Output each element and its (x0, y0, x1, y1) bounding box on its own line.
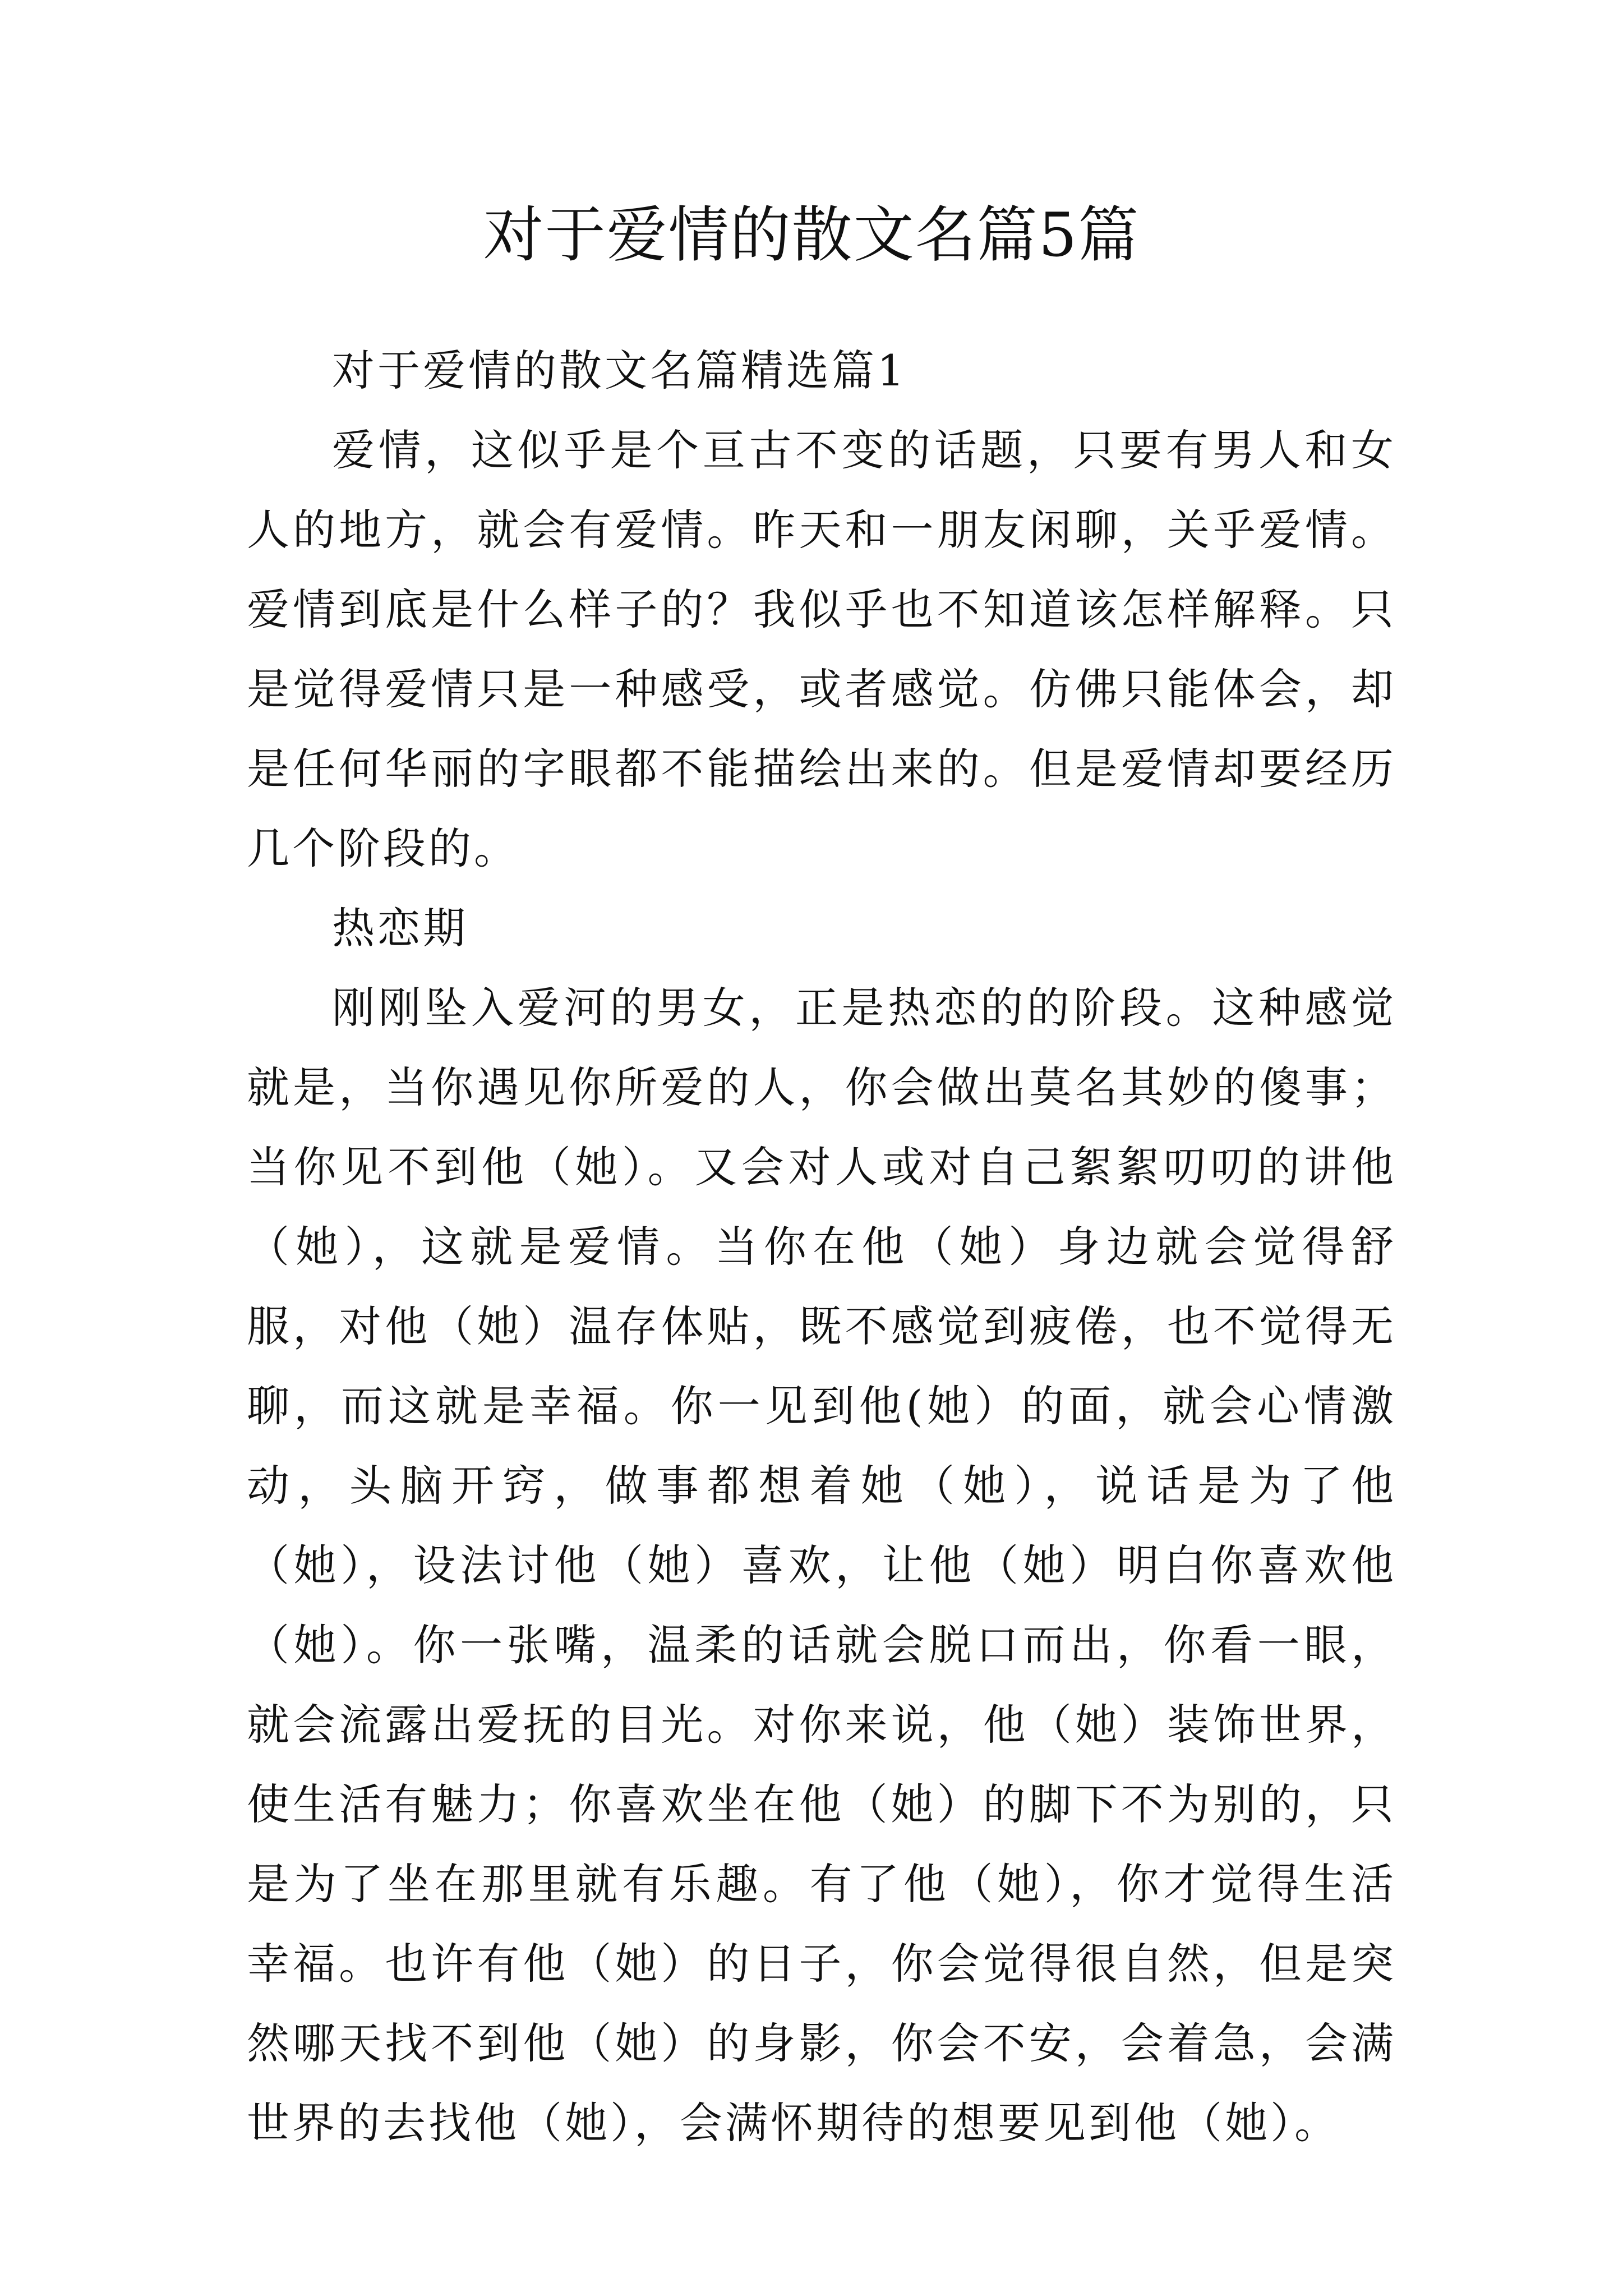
body-paragraph: 刚刚坠入爱河的男女，正是热恋的的阶段。这种感觉就是，当你遇见你所爱的人，你会做出莫名其妙的傻事；当你见不到他（她）。又会对人或对自己絮絮叨叨的讲他（她），这就是爱情。当你在他（她）身边就会觉得舒服，对他（她）温存体贴，既不感觉到疲倦，也不觉得无聊，而这就是幸福。你一见到他(她）的面，就会心情激动，头脑开窍，做事都想着她（她），说话是为了他（她），设法讨他（她）喜欢，让他（她）明白你喜欢他（她）。你一张嘴，温柔的话就会脱口而出，你看一眼，就会流露出爱抚的目光。对你来说，他（她）装饰世界，使生活有魅力；你喜欢坐在他（她）的脚下不为别的，只是为了坐在那里就有乐趣。有了他（她），你才觉得生活幸福。也许有他（她）的日子，你会觉得很自然，但是突然哪天找不到他（她）的身影，你会不安，会着急，会满世界的去找他（她），会满怀期待的想要见到他（她）。 (247, 983, 1396, 2148)
document-title: 对于爱情的散文名篇5篇 (483, 200, 1140, 270)
section-heading: 对于爱情的散文名篇精选篇1 (332, 346, 907, 395)
body-paragraph: 爱情，这似乎是个亘古不变的话题，只要有男人和女人的地方，就会有爱情。昨天和一朋友闲聊，关乎爱情。爱情到底是什么样子的？我似乎也不知道该怎样解释。只是觉得爱情只是一种感受，或者感觉。仿佛只能体会，却是任何华丽的字眼都不能描绘出来的。但是爱情却要经历几个阶段的。 (247, 425, 1396, 873)
subsection-heading: 热恋期 (332, 903, 468, 953)
document-body (247, 331, 1396, 2163)
